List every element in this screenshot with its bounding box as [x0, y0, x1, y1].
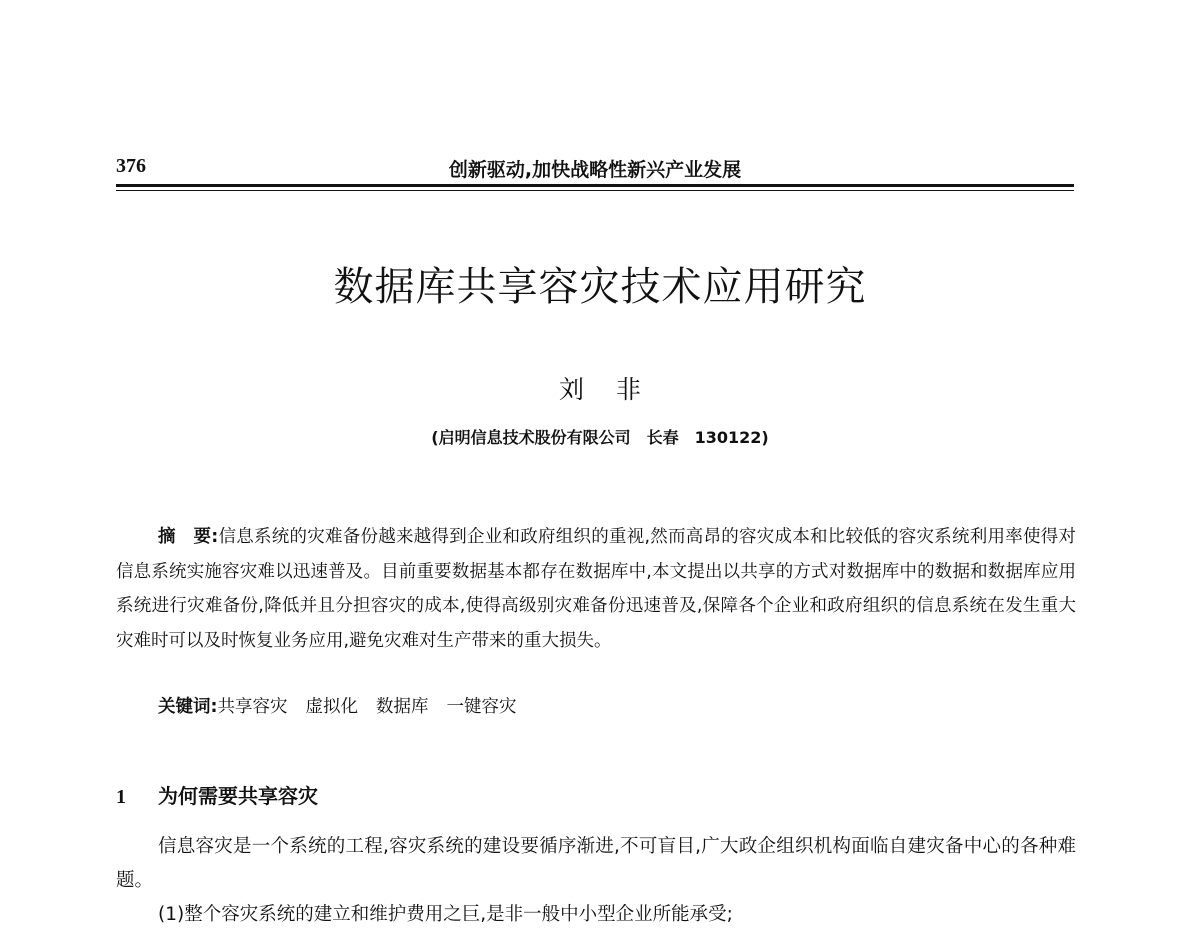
abstract-label: 摘 要:	[158, 527, 219, 547]
section-title: 为何需要共享容灾	[158, 784, 318, 808]
keywords-label: 关键词:	[158, 697, 218, 717]
abstract-text: 信息系统的灾难备份越来越得到企业和政府组织的重视,然而高昂的容灾成本和比较低的容灾系统利用率使得对信息系统实施容灾难以迅速普及。目前重要数据基本都存在数据库中,本文提出以共享的方式对数据库中的数据和数据库应用系统进行灾难备份,降低并且分担容灾的成本,使得高级别灾难备份迅速普及,保障各个企业和政府组织的信息系统在发生重大灾难时可以及时恢复业务应用,避免灾难对生产带来的重大损失。	[116, 527, 1077, 651]
abstract	[116, 520, 1076, 658]
section-number: 1	[116, 786, 126, 808]
author-affiliation: (启明信息技术股份有限公司 长春 130122)	[431, 428, 769, 447]
keyword: 共享容灾	[217, 697, 288, 717]
author-name: 刘非	[558, 375, 673, 404]
list-item: (1)整个容灾系统的建立和维护费用之巨,是非一般中小型企业所能承受;	[158, 904, 733, 925]
page-header	[116, 155, 1074, 185]
keywords	[158, 693, 535, 718]
keyword: 一键容灾	[446, 697, 517, 717]
body-paragraph: 信息容灾是一个系统的工程,容灾系统的建设要循序渐进,不可盲目,广大政企组织机构面临自建灾备中心的各种难题。	[116, 836, 1076, 891]
section-heading	[116, 780, 318, 809]
header-rule-thick	[116, 184, 1074, 187]
page-number: 376	[116, 155, 146, 177]
keyword: 数据库	[376, 697, 429, 717]
header-rule-thin	[116, 190, 1074, 191]
running-header: 创新驱动,加快战略性新兴产业发展	[448, 159, 742, 181]
keyword: 虚拟化	[305, 697, 358, 717]
paper-title: 数据库共享容灾技术应用研究	[333, 264, 867, 310]
